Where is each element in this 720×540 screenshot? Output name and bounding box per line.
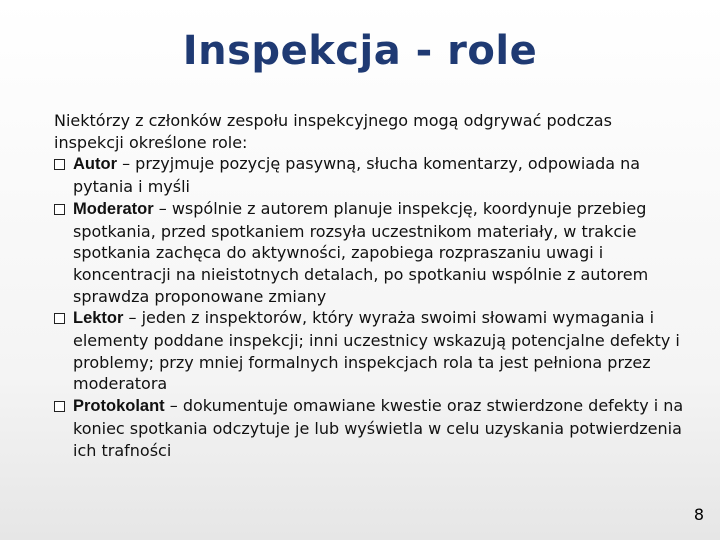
role-name: Moderator bbox=[73, 199, 154, 218]
list-item bbox=[54, 395, 684, 461]
role-description: – przyjmuje pozycję pasywną, słucha komentarzy, odpowiada na pytania i myśli bbox=[73, 154, 641, 197]
checkbox-bullet-icon bbox=[54, 159, 65, 170]
checkbox-bullet-icon bbox=[54, 401, 65, 412]
role-name: Autor bbox=[73, 155, 117, 174]
list-item bbox=[54, 153, 684, 197]
slide-body bbox=[54, 110, 684, 461]
role-description: – dokumentuje omawiane kwestie oraz stwierdzone defekty i na koniec spotkania odczytuje je lub wyświetla w celu uzyskania potwierdzenia ich trafności bbox=[73, 396, 684, 460]
role-description: – wspólnie z autorem planuje inspekcję, koordynuje przebieg spotkania, przed spotkaniem rozsyła uczestnikom materiały, w trakcie spotkania zachęca do aktywności, zapobiega rozpraszaniu uwagi i koncentracji na nieistotnych detalach, po spotkaniu wspólnie z autorem sprawdza proponowane zmiany bbox=[73, 198, 649, 306]
role-name: Lektor bbox=[73, 309, 124, 328]
role-list bbox=[54, 153, 684, 461]
role-name: Protokolant bbox=[73, 397, 165, 416]
role-description: – jeden z inspektorów, który wyraża swoimi słowami wymagania i elementy poddane inspekcji; inni uczestnicy wskazują potencjalne defekty i problemy; przy mniej formalnych inspekcjach rola ta jest pełniona przez moderatora bbox=[73, 308, 680, 394]
slide-title: Inspekcja - role bbox=[182, 28, 538, 74]
checkbox-bullet-icon bbox=[54, 204, 65, 215]
page-number: 8 bbox=[693, 505, 704, 524]
list-item bbox=[54, 198, 684, 308]
list-item bbox=[54, 307, 684, 395]
intro-text: Niektórzy z członków zespołu inspekcyjnego mogą odgrywać podczas inspekcji określone role: bbox=[54, 111, 612, 152]
checkbox-bullet-icon bbox=[54, 313, 65, 324]
